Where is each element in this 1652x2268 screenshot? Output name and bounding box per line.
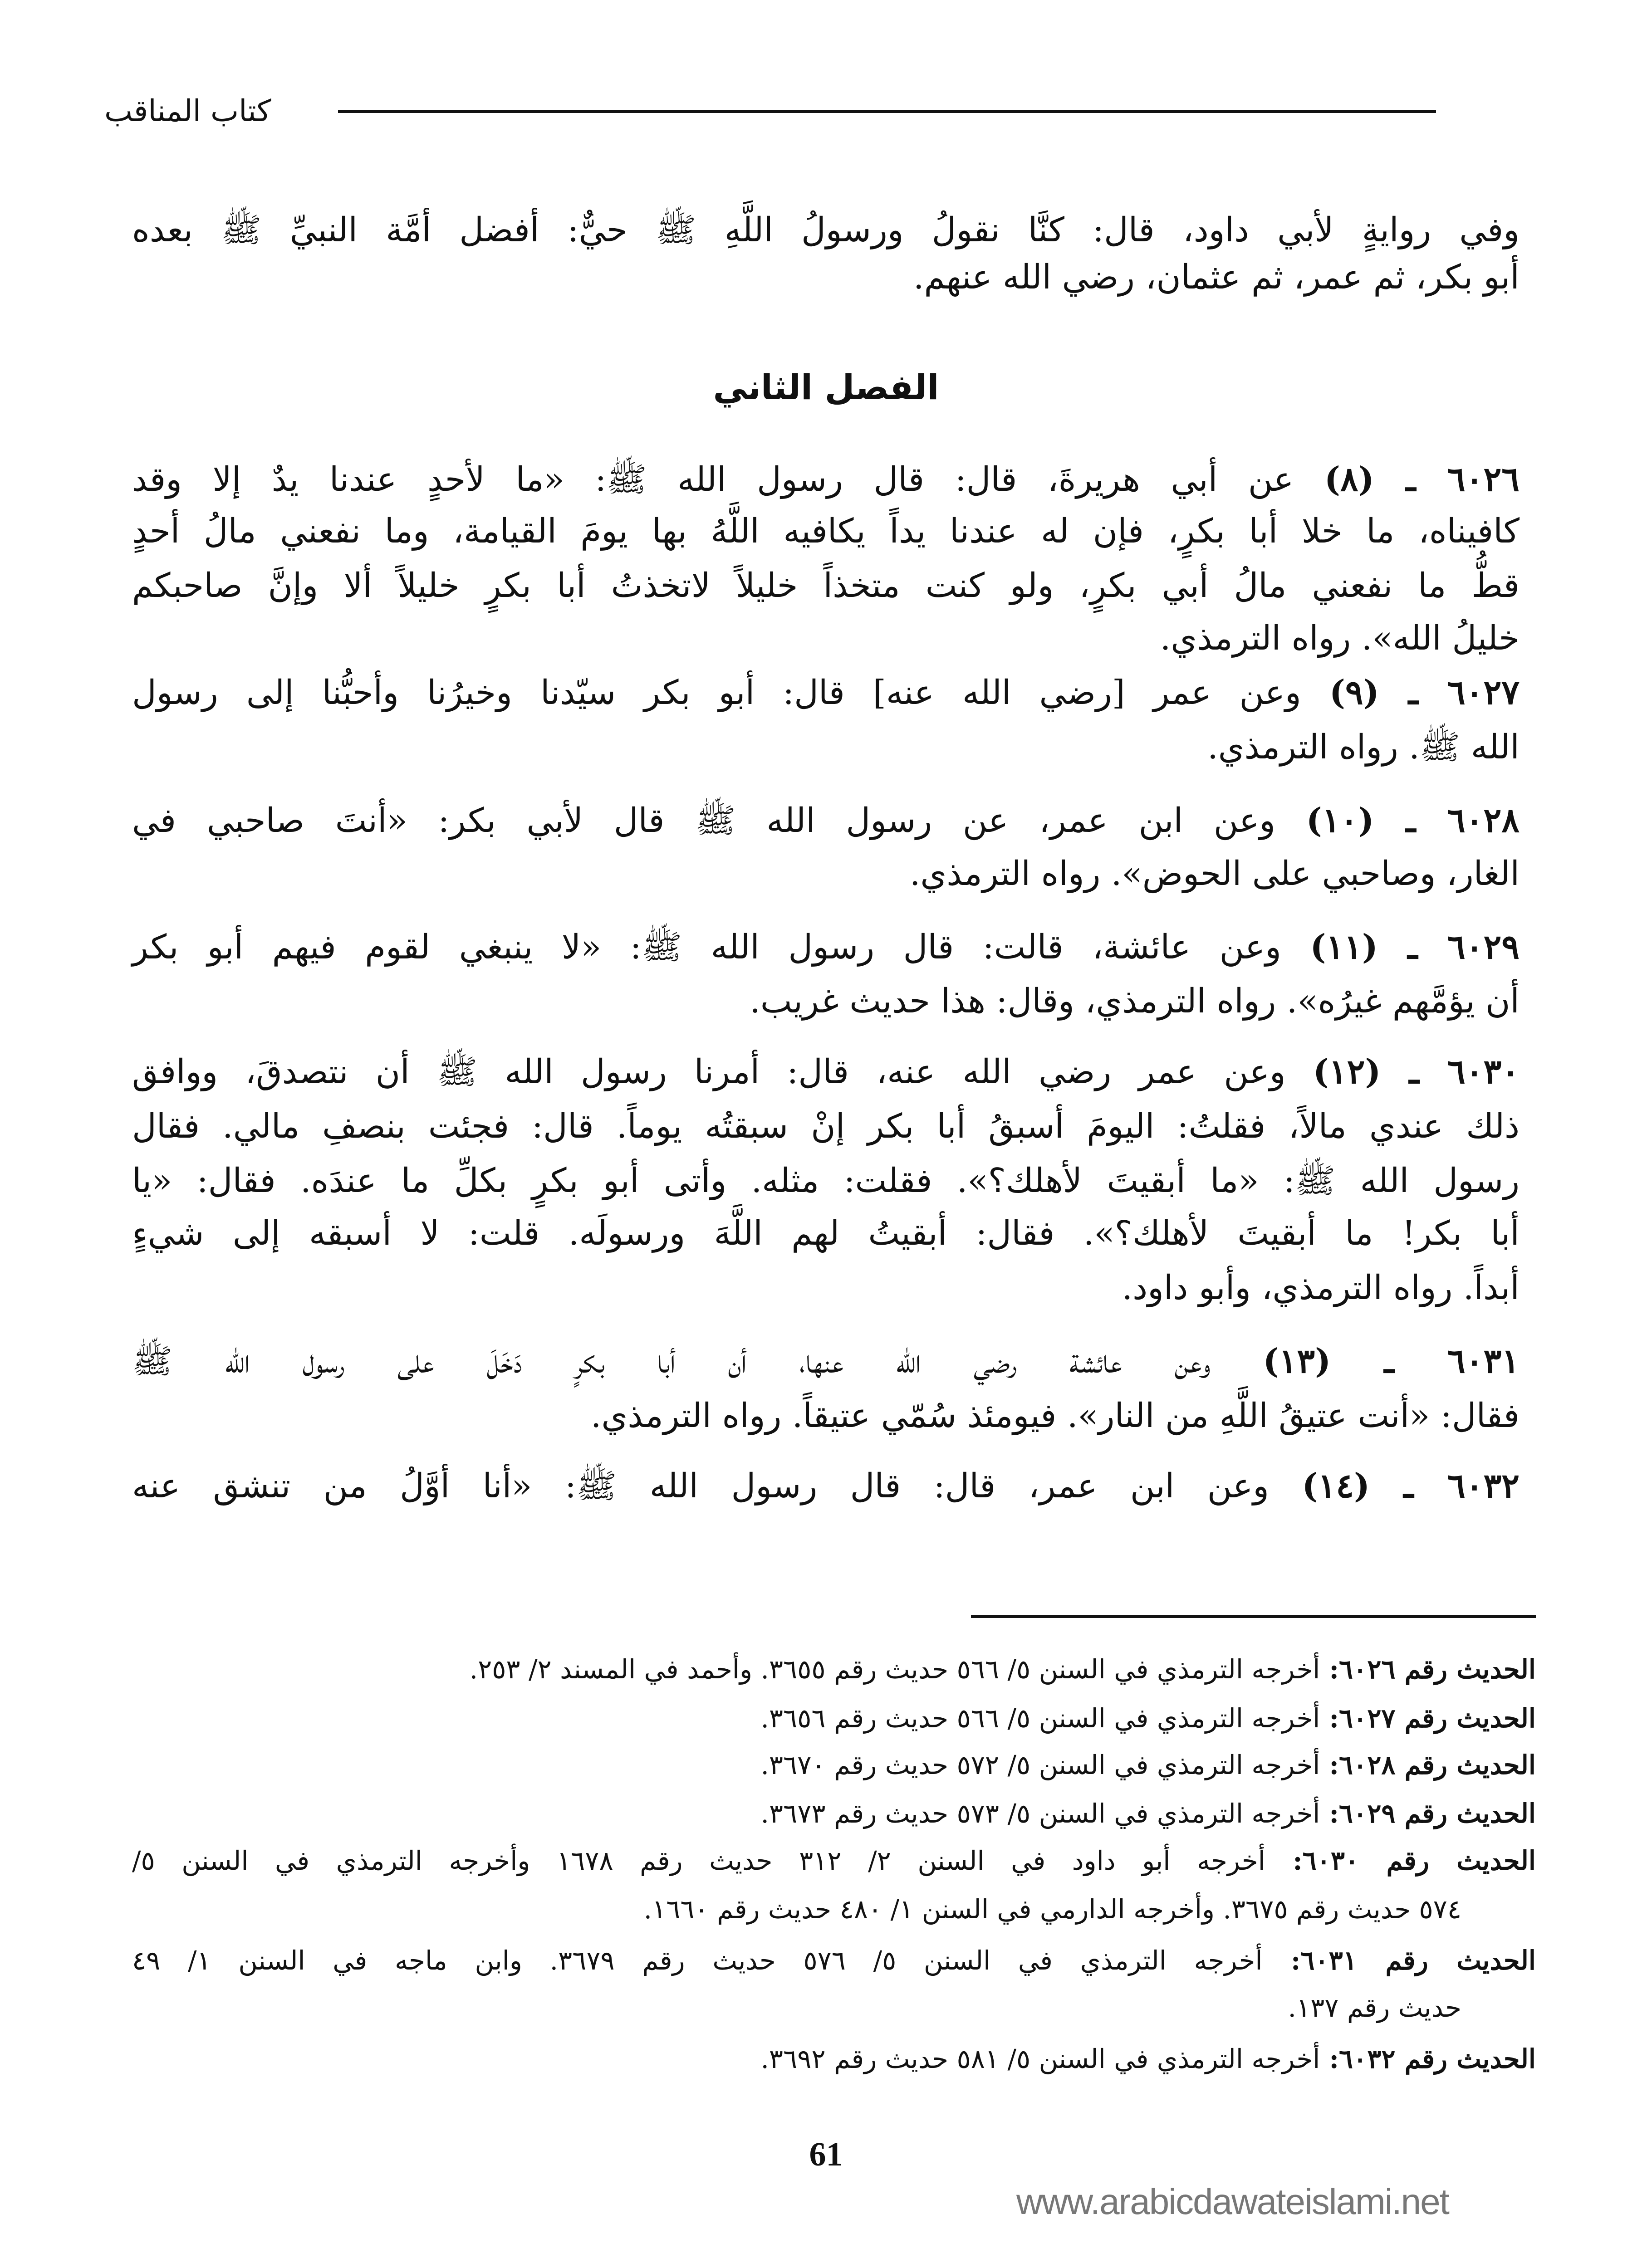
- hadith-number: ٦٠٢٧ ـ (٩): [1329, 673, 1520, 712]
- footnote-label: الحديث رقم ٦٠٣٢:: [1320, 2043, 1536, 2074]
- footnote: [132, 2037, 1536, 2081]
- text-line: [132, 1460, 1520, 1512]
- text-line: أبا بكر! ما أبقيتَ لأهلك؟». فقال: أبقيتُ لهم اللَّهَ ورسولَه. قلت: لا أسبقه إلى شيءٍ: [132, 1214, 1520, 1253]
- footnote-text: أخرجه الترمذي في السنن ٥/ ٥٧٣ حديث رقم ٣٦٧٣.: [760, 1798, 1320, 1829]
- text-line: الله ﷺ. رواه الترمذي.: [1207, 728, 1520, 767]
- line-text: وعن عائشة، قالت: قال رسول الله ﷺ: «لا ينبغي لقوم فيهم أبو بكر: [132, 928, 1310, 967]
- footnote-text: أخرجه الترمذي في السنن ٥/ ٥٧٦ حديث رقم ٣٦٧٩. وابن ماجه في السنن ١/ ٤٩: [132, 1945, 1263, 1976]
- footnote-label: الحديث رقم ٦٠٣١:: [1262, 1945, 1536, 1976]
- footnote-label: الحديث رقم ٦٠٣٠:: [1265, 1845, 1536, 1876]
- line-text: وعن عمر رضي الله عنه، قال: أمرنا رسول الله ﷺ أن نتصدقَ، ووافق: [132, 1052, 1313, 1091]
- footnote-label: الحديث رقم ٦٠٢٧:: [1320, 1703, 1536, 1734]
- line-text: وعن عائشة رضي الله عنها، أن أبا بكرٍ دَخَلَ على رسول الله ﷺ: [132, 1342, 1263, 1381]
- footnote: [132, 1743, 1536, 1787]
- hadith-number: ٦٠٣٢ ـ (١٤): [1302, 1466, 1520, 1505]
- footnote-text: أخرجه الترمذي في السنن ٥/ ٥٧٢ حديث رقم ٣٦٧٠.: [760, 1750, 1320, 1780]
- footnote: [132, 1696, 1536, 1740]
- text-line: [132, 1335, 1520, 1388]
- footnote: [132, 1647, 1536, 1691]
- hadith-number: ٦٠٢٨ ـ (١٠): [1306, 801, 1520, 840]
- header-rule: [338, 110, 1436, 113]
- footnote-text: أخرجه أبو داود في السنن ٢/ ٣١٢ حديث رقم ١٦٧٨ وأخرجه الترمذي في السنن ٥/: [132, 1845, 1265, 1876]
- footnote: [132, 1792, 1536, 1835]
- section-heading: الفصل الثاني: [713, 367, 939, 407]
- text-line: ذلك عندي مالاً، فقلتُ: اليومَ أسبقُ أبا بكر إنْ سبقتُه يوماً. قال: فجئت بنصفِ مالي. فقال: [132, 1107, 1520, 1146]
- header-title: كتاب المناقب: [104, 93, 271, 128]
- footnote-label: الحديث رقم ٦٠٢٦:: [1320, 1654, 1536, 1685]
- text-line: أن يؤمَّهم غيرُه». رواه الترمذي، وقال: هذا حديث غريب.: [750, 982, 1520, 1021]
- footnote-continuation: ٥٧٤ حديث رقم ٣٦٧٥. وأخرجه الدارمي في السنن ١/ ٤٨٠ حديث رقم ١٦٦٠.: [643, 1894, 1461, 1925]
- text-line: أبداً. رواه الترمذي، وأبو داود.: [1122, 1268, 1520, 1307]
- footnote-label: الحديث رقم ٦٠٢٩:: [1320, 1798, 1536, 1829]
- hadith-number: ٦٠٣٠ ـ (١٢): [1313, 1052, 1520, 1091]
- footnote-text: أخرجه الترمذي في السنن ٥/ ٥٦٦ حديث رقم ٣٦٥٦.: [760, 1703, 1320, 1734]
- line-text: وعن ابن عمر، عن رسول الله ﷺ قال لأبي بكر: «أنتَ صاحبي في: [132, 801, 1306, 840]
- text-line: [132, 453, 1520, 506]
- line-text: وعن عمر [رضي الله عنه] قال: أبو بكر سيّدنا وخيرُنا وأحبُّنا إلى رسول: [132, 673, 1329, 712]
- page-number: 61: [809, 2136, 843, 2173]
- footnote-text: أخرجه الترمذي في السنن ٥/ ٥٦٦ حديث رقم ٣٦٥٥. وأحمد في المسند ٢/ ٢٥٣.: [469, 1654, 1320, 1685]
- text-line: [132, 666, 1520, 719]
- text-line: [132, 921, 1520, 973]
- text-line: فقال: «أنت عتيقُ اللَّهِ من النار». فيومئذ سُمّي عتيقاً. رواه الترمذي.: [590, 1396, 1520, 1435]
- text-line: كافيناه، ما خلا أبا بكرٍ، فإن له عندنا يداً يكافيه اللَّهُ بها يومَ القيامة، وما نفعني مالُ أحدٍ: [132, 512, 1520, 551]
- hadith-number: ٦٠٢٦ ـ (٨): [1324, 460, 1520, 499]
- line-text: وعن ابن عمر، قال: قال رسول الله ﷺ: «أنا أوَّلُ من تنشق عنه: [132, 1466, 1302, 1505]
- footnote-label: الحديث رقم ٦٠٢٨:: [1320, 1750, 1536, 1780]
- text-line: وفي روايةٍ لأبي داود، قال: كنَّا نقولُ ورسولُ اللَّهِ ﷺ حيٌّ: أفضل أمَّة النبيِّ ﷺ بعده: [132, 210, 1520, 249]
- text-line: خليلُ الله». رواه الترمذي.: [1160, 619, 1520, 658]
- text-line: الغار، وصاحبي على الحوض». رواه الترمذي.: [909, 854, 1520, 893]
- watermark-url: www.arabicdawateislami.net: [1016, 2181, 1449, 2222]
- text-line: أبو بكر، ثم عمر، ثم عثمان، رضي الله عنهم.: [913, 258, 1520, 297]
- text-line: قطُّ ما نفعني مالُ أبي بكرٍ، ولو كنت متخذاً خليلاً لاتخذتُ أبا بكرٍ خليلاً ألا وإنَّ صاحبكم: [132, 566, 1520, 605]
- text-line: رسول الله ﷺ: «ما أبقيتَ لأهلك؟». فقلت: مثله. وأتى أبو بكرٍ بكلِّ ما عندَه. فقال: «يا: [132, 1161, 1520, 1200]
- hadith-number: ٦٠٢٩ ـ (١١): [1310, 928, 1520, 967]
- text-line: [132, 1046, 1520, 1098]
- line-text: عن أبي هريرةَ، قال: قال رسول الله ﷺ: «ما لأحدٍ عندنا يدٌ إلا وقد: [132, 460, 1324, 499]
- footnote: [132, 1939, 1536, 1982]
- footnote-separator: [971, 1615, 1536, 1618]
- text-line: [132, 794, 1520, 847]
- footnote-text: أخرجه الترمذي في السنن ٥/ ٥٨١ حديث رقم ٣٦٩٢.: [760, 2043, 1320, 2074]
- footnote: [132, 1839, 1536, 1882]
- footnote-continuation: حديث رقم ١٣٧.: [1288, 1992, 1461, 2023]
- hadith-number: ٦٠٣١ ـ (١٣): [1263, 1342, 1520, 1381]
